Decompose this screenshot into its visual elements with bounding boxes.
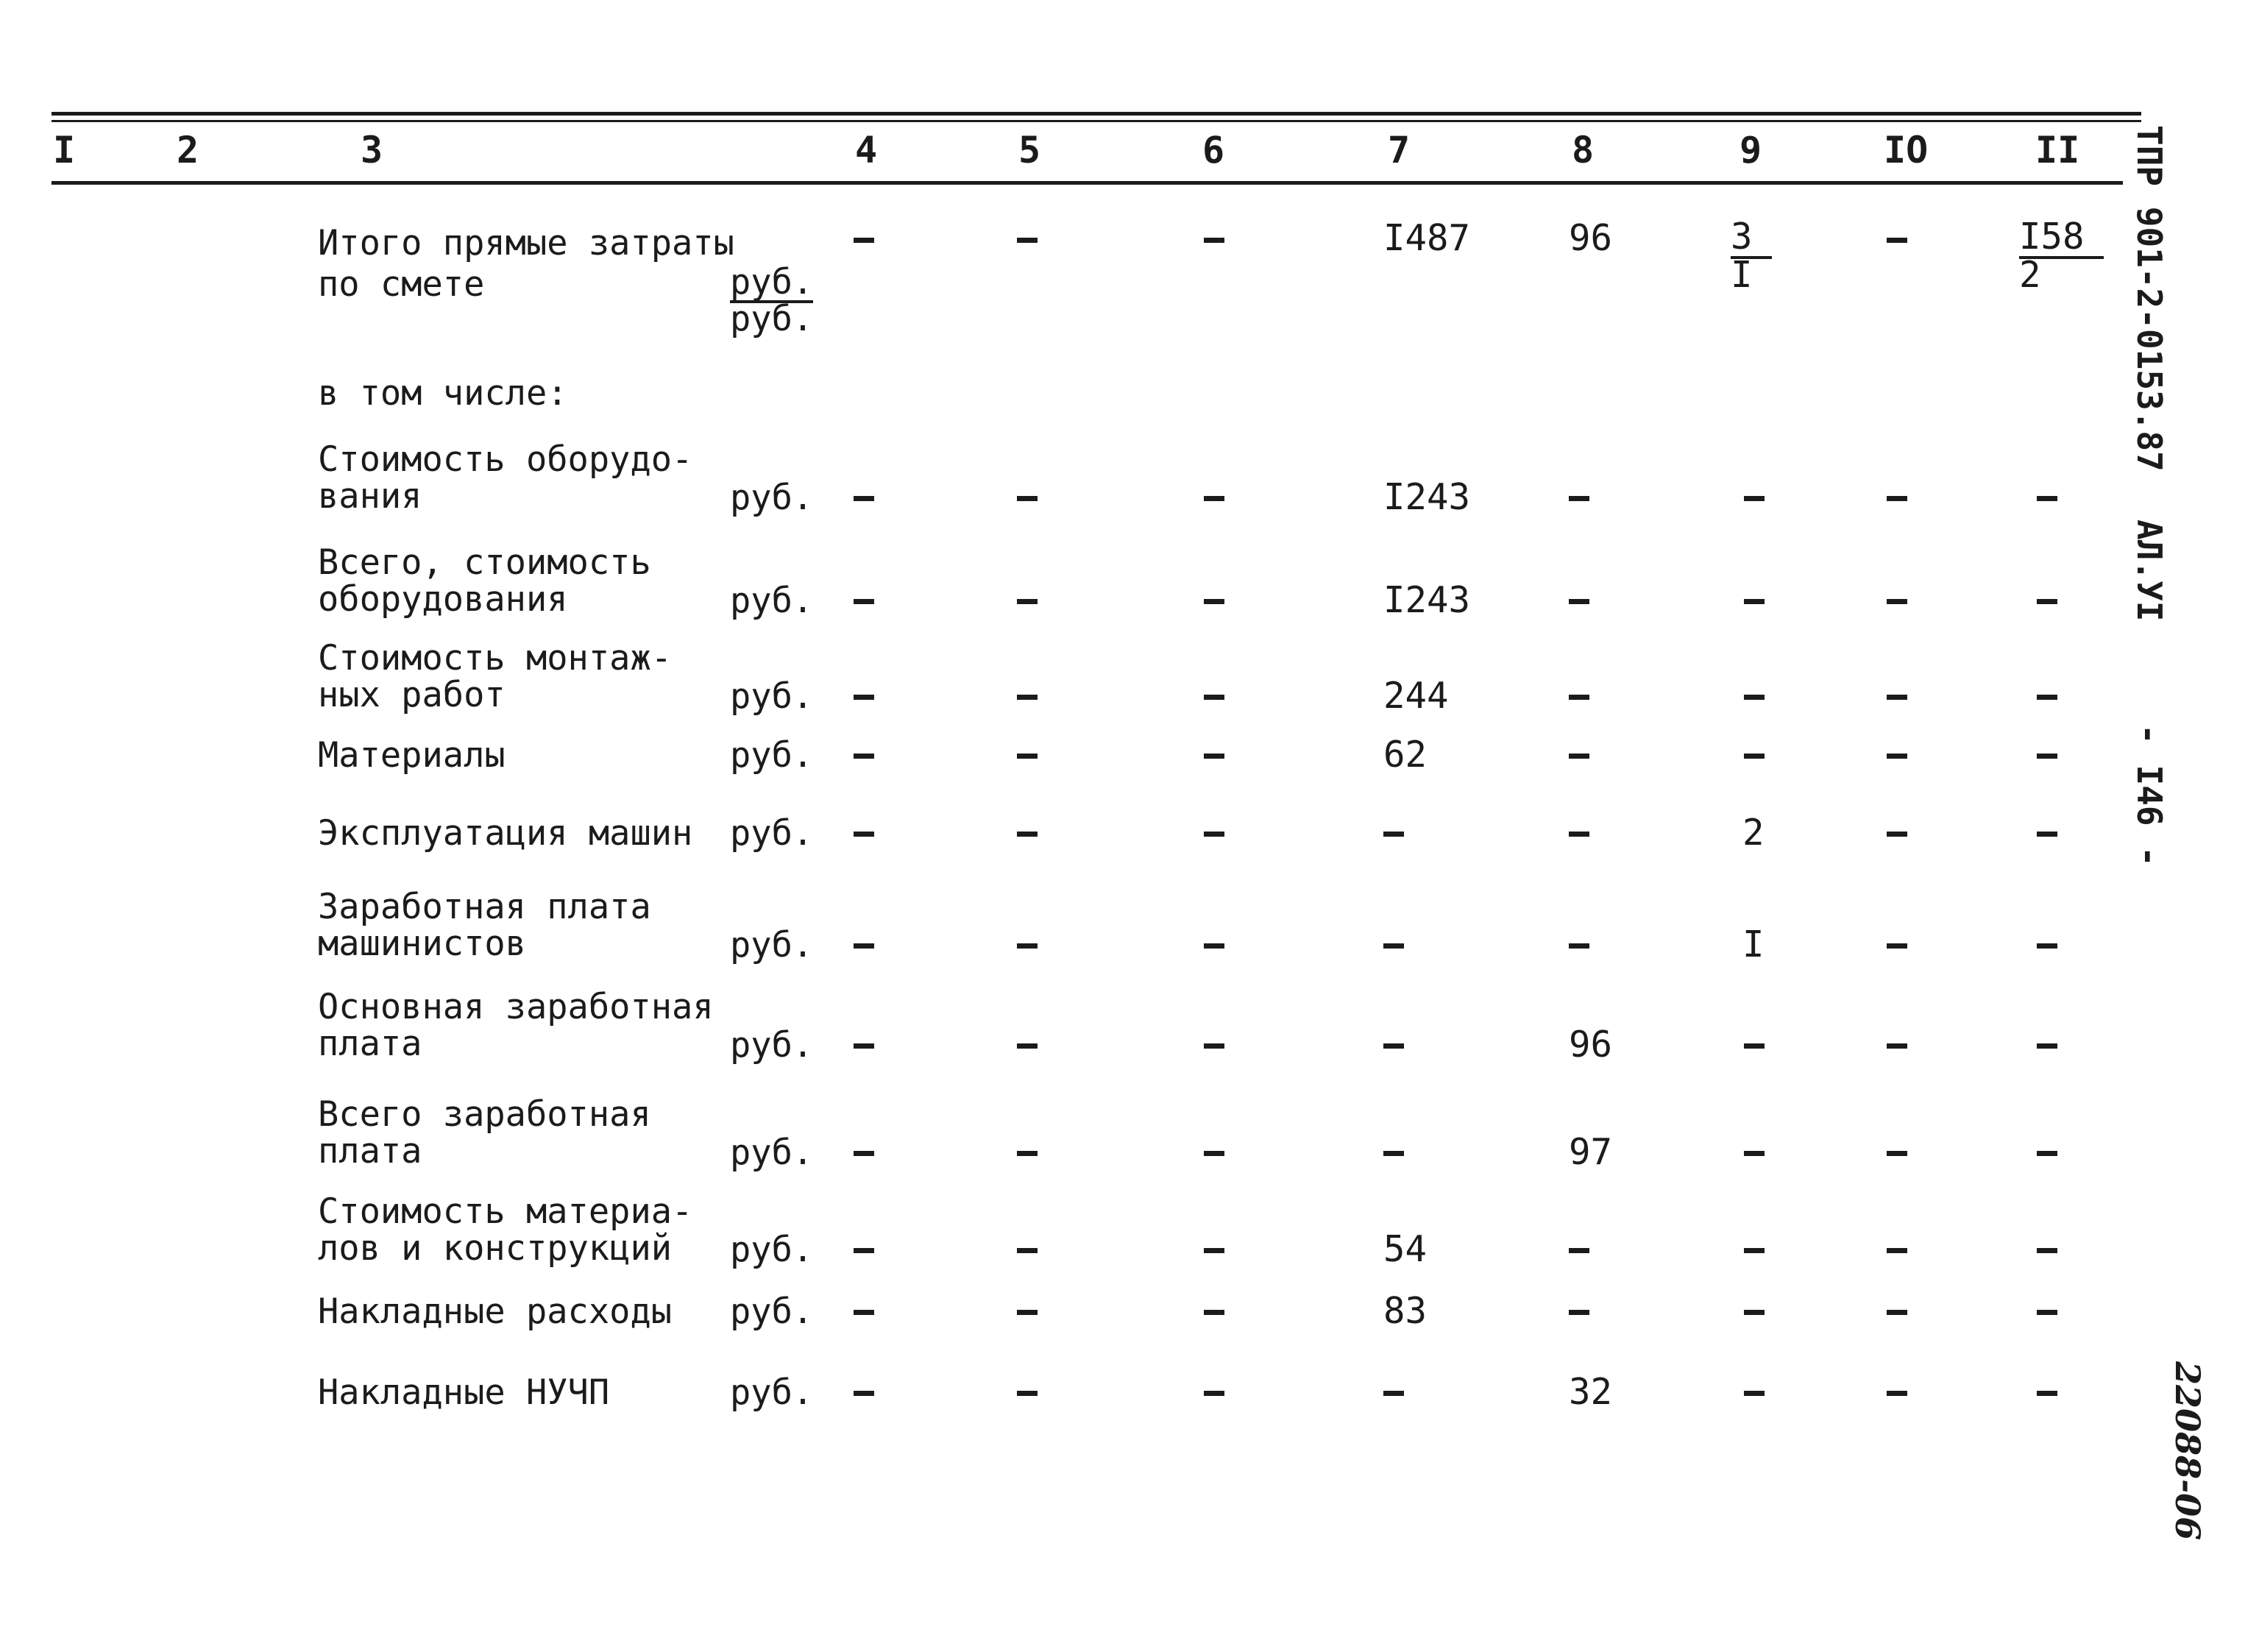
column-header-6: 6 (1202, 129, 1225, 171)
row-c7-value: 244 (1383, 675, 1449, 717)
total-col9-denominator: I (1731, 254, 1753, 296)
total-col7-value: I487 (1383, 217, 1471, 259)
row-c9-dash (1744, 1151, 1765, 1156)
row-c8-value: 97 (1569, 1131, 1613, 1173)
inventory-number: 22088-06 (2168, 1361, 2207, 1541)
row-c7-value: 62 (1383, 734, 1428, 776)
row-unit: руб. (730, 1372, 814, 1413)
row-c5-dash (1017, 1151, 1038, 1156)
row-c4-dash (854, 1248, 874, 1253)
column-header-2: 2 (177, 129, 199, 171)
row-c5-dash (1017, 832, 1038, 837)
row-unit: руб. (730, 813, 814, 854)
row-c7-dash (1383, 943, 1404, 949)
column-header-10: IO (1884, 129, 1929, 171)
row-c6-dash (1204, 754, 1224, 759)
row-c8-value: 32 (1569, 1371, 1613, 1413)
row-c9-dash (1744, 1310, 1765, 1315)
row-c9-dash (1744, 599, 1765, 604)
row-label: Основная заработная плата (318, 987, 714, 1064)
row-unit: руб. (730, 735, 814, 776)
total-col6-dash (1204, 238, 1224, 243)
column-header-3: 3 (361, 129, 383, 171)
row-c5-dash (1017, 1043, 1038, 1049)
row-c8-dash (1569, 1310, 1589, 1315)
row-c6-dash (1204, 1043, 1224, 1049)
row-c10-dash (1887, 1248, 1907, 1253)
row-c9-dash (1744, 1043, 1765, 1049)
row-unit: руб. (730, 581, 814, 621)
column-header-1: I (53, 129, 76, 171)
row-c6-dash (1204, 1151, 1224, 1156)
column-header-5: 5 (1018, 129, 1041, 171)
row-c4-dash (854, 496, 874, 501)
row-c11-dash (2037, 599, 2057, 604)
row-c7-dash (1383, 1391, 1404, 1396)
row-c11-dash (2037, 1043, 2057, 1049)
row-c10-dash (1887, 599, 1907, 604)
total-col9-numerator: 3 (1731, 221, 1772, 259)
row-c8-dash (1569, 695, 1589, 700)
row-c6-dash (1204, 832, 1224, 837)
row-c7-value: I243 (1383, 579, 1471, 621)
row-c6-dash (1204, 1391, 1224, 1396)
column-header-9: 9 (1740, 129, 1762, 171)
row-c7-dash (1383, 1043, 1404, 1049)
row-unit: руб. (730, 1230, 814, 1270)
total-label-line1: Итого прямые затраты (318, 223, 734, 263)
row-c11-dash (2037, 832, 2057, 837)
row-unit: руб. (730, 478, 814, 518)
row-c7-dash (1383, 832, 1404, 837)
row-c11-dash (2037, 496, 2057, 501)
row-c8-dash (1569, 1248, 1589, 1253)
total-col11-numerator: I58 (2019, 221, 2104, 259)
row-c9-dash (1744, 1391, 1765, 1396)
total-col5-dash (1017, 238, 1038, 243)
row-unit: руб. (730, 676, 814, 717)
total-col9-fraction (1731, 216, 1772, 296)
row-label: Всего, стоимость оборудования (318, 542, 651, 620)
total-unit-denominator: руб. (730, 299, 814, 339)
row-label: Стоимость монтаж- ных работ (318, 638, 673, 715)
total-col11-fraction (2019, 216, 2104, 296)
row-c7-value: I243 (1383, 476, 1471, 518)
row-c5-dash (1017, 1391, 1038, 1396)
row-unit: руб. (730, 1132, 814, 1173)
row-c10-dash (1887, 496, 1907, 501)
row-label: Накладные НУЧП (318, 1372, 610, 1413)
header-top-rule (52, 112, 2141, 116)
row-c7-value: 54 (1383, 1228, 1428, 1270)
row-c11-dash (2037, 943, 2057, 949)
row-c6-dash (1204, 1310, 1224, 1315)
row-c7-value: 83 (1383, 1290, 1428, 1332)
row-label: Накладные расходы (318, 1291, 673, 1332)
row-c10-dash (1887, 754, 1907, 759)
row-c4-dash (854, 754, 874, 759)
album-number: АЛ.УI (2129, 520, 2169, 622)
row-c6-dash (1204, 599, 1224, 604)
row-c4-dash (854, 943, 874, 949)
total-col4-dash (854, 238, 874, 243)
row-c6-dash (1204, 695, 1224, 700)
row-c9-dash (1744, 754, 1765, 759)
row-c9-dash (1744, 496, 1765, 501)
including-caption: в том числе: (318, 373, 568, 414)
row-c10-dash (1887, 1043, 1907, 1049)
row-c9-dash (1744, 1248, 1765, 1253)
row-c5-dash (1017, 1310, 1038, 1315)
row-c10-dash (1887, 943, 1907, 949)
row-c11-dash (2037, 754, 2057, 759)
row-c6-dash (1204, 1248, 1224, 1253)
column-header-8: 8 (1572, 129, 1595, 171)
row-c6-dash (1204, 496, 1224, 501)
column-header-7: 7 (1388, 129, 1411, 171)
header-bottom-rule (52, 181, 2123, 185)
total-label-line2: по смете (318, 264, 485, 305)
row-label: Всего заработная плата (318, 1094, 651, 1171)
total-col8-value: 96 (1569, 217, 1613, 259)
row-label: Заработная плата машинистов (318, 887, 651, 964)
row-unit: руб. (730, 1025, 814, 1066)
row-label: Материалы (318, 735, 506, 776)
row-c9-dash (1744, 695, 1765, 700)
row-c10-dash (1887, 832, 1907, 837)
row-c4-dash (854, 1310, 874, 1315)
row-unit: руб. (730, 1291, 814, 1332)
page-number: - I46 - (2129, 724, 2169, 867)
row-c8-dash (1569, 599, 1589, 604)
row-unit: руб. (730, 925, 814, 965)
row-label: Эксплуатация машин (318, 813, 693, 854)
row-label: Стоимость оборудо- вания (318, 439, 693, 517)
row-c8-dash (1569, 496, 1589, 501)
row-c10-dash (1887, 1310, 1907, 1315)
row-c8-value: 96 (1569, 1024, 1613, 1066)
row-c11-dash (2037, 1310, 2057, 1315)
column-header-4: 4 (855, 129, 878, 171)
column-header-11: II (2035, 129, 2080, 171)
row-c8-dash (1569, 832, 1589, 837)
row-c9-value: 2 (1742, 812, 1765, 854)
header-top-rule-thin (52, 120, 2141, 122)
row-c5-dash (1017, 943, 1038, 949)
row-c6-dash (1204, 943, 1224, 949)
row-c11-dash (2037, 1248, 2057, 1253)
row-c9-value: I (1742, 924, 1765, 965)
row-c7-dash (1383, 1151, 1404, 1156)
row-c8-dash (1569, 943, 1589, 949)
row-c5-dash (1017, 695, 1038, 700)
row-c10-dash (1887, 1391, 1907, 1396)
row-c5-dash (1017, 496, 1038, 501)
row-c4-dash (854, 599, 874, 604)
row-c4-dash (854, 1391, 874, 1396)
row-c10-dash (1887, 695, 1907, 700)
row-c4-dash (854, 1151, 874, 1156)
total-unit-numerator: руб. (730, 262, 814, 302)
row-label: Стоимость материа- лов и конструкций (318, 1191, 693, 1269)
row-c11-dash (2037, 695, 2057, 700)
row-c4-dash (854, 695, 874, 700)
document-code: ТПР 901-2-0153.87 (2129, 125, 2169, 472)
row-c5-dash (1017, 599, 1038, 604)
row-c11-dash (2037, 1151, 2057, 1156)
row-c10-dash (1887, 1151, 1907, 1156)
row-c8-dash (1569, 754, 1589, 759)
row-c5-dash (1017, 754, 1038, 759)
row-c5-dash (1017, 1248, 1038, 1253)
row-c4-dash (854, 832, 874, 837)
row-c11-dash (2037, 1391, 2057, 1396)
row-c4-dash (854, 1043, 874, 1049)
total-unit-fraction (730, 262, 814, 339)
total-col10-dash (1887, 238, 1907, 243)
total-col11-denominator: 2 (2019, 254, 2041, 296)
